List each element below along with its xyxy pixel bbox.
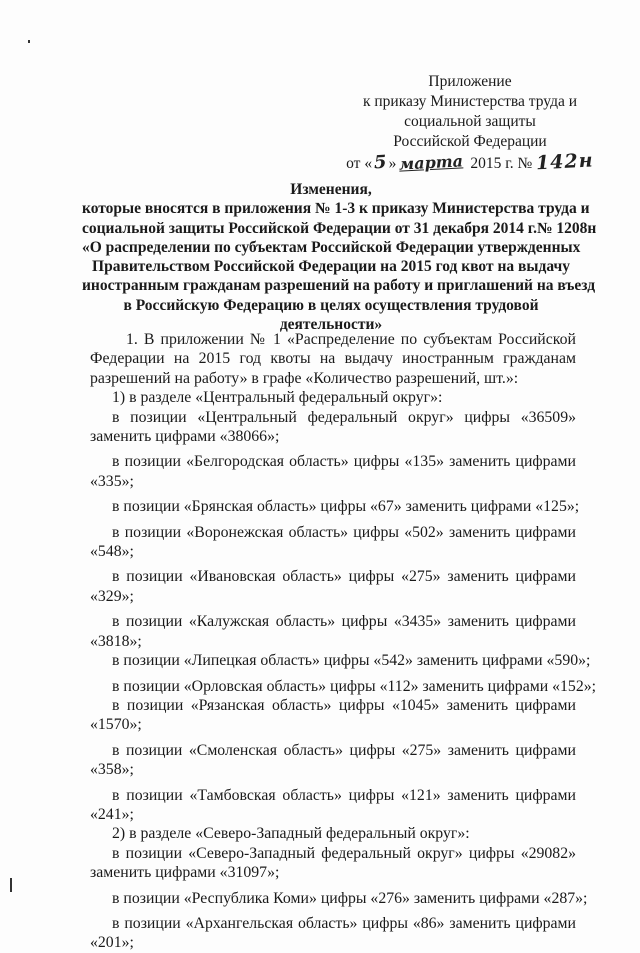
title-line: которые вносятся в приложения № 1-3 к приказу Министерства труда и	[82, 200, 590, 218]
title-line: Изменения,	[290, 181, 372, 198]
list-item: в позиции «Липецкая область» цифры «542» заменить цифрами «590»;	[112, 652, 591, 670]
date-prefix: от «	[346, 155, 373, 172]
section-heading: 2) в разделе «Северо-Западный федеральный округ»:	[112, 825, 470, 843]
list-item: в позиции «Воронежская область» цифры «502» заменить цифрами «548»;	[90, 523, 576, 561]
list-item: в позиции «Республика Коми» цифры «276» заменить цифрами «287»;	[112, 889, 588, 907]
title-line: деятельности»	[279, 316, 383, 334]
title-line: иностранным гражданам разрешений на работу и приглашений на въезд	[82, 277, 596, 295]
order-date-line	[340, 149, 600, 175]
approval-block	[340, 72, 600, 174]
date-year: 2015 г. №	[470, 155, 533, 172]
date-close-quote: »	[388, 155, 397, 172]
scan-speck	[28, 40, 30, 43]
list-item: в позиции «Смоленская область» цифры «275» заменить цифрами «358»;	[90, 741, 576, 779]
list-item: в позиции «Рязанская область» цифры «1045» заменить цифрами «1570»;	[90, 696, 576, 734]
document-title	[82, 180, 597, 334]
list-item: в позиции «Белгородская область» цифры «135» заменить цифрами «335»;	[90, 453, 576, 490]
appendix-ministry-line: социальной защиты	[404, 113, 536, 130]
appendix-order-line: к приказу Министерства труда и	[362, 93, 578, 110]
list-item: в позиции «Орловская область» цифры «112» заменить цифрами «152»;	[112, 677, 597, 695]
document-body	[90, 330, 597, 953]
title-line: социальной защиты Российской Федерации от 31 декабря 2014 г.№ 1208н	[82, 219, 597, 237]
handwritten-month: марта	[398, 151, 464, 174]
intro-paragraph: 1. В приложении № 1 «Распределение по субъектам Российской Федерации на 2015 год квоты на выдачу иностранным гражданам разрешений на работу» в графе «Количество разрешений, шт.»:	[90, 331, 576, 387]
handwritten-day: 5	[373, 151, 388, 174]
scan-edge-mark	[10, 878, 12, 892]
list-item: в позиции «Северо-Западный федеральный округ» цифры «29082» заменить цифрами «31097»;	[90, 844, 576, 882]
title-line: Правительством Российской Федерации на 2015 год квот на выдачу	[92, 258, 570, 276]
list-item: в позиции «Тамбовская область» цифры «121» заменить цифрами «241»;	[90, 786, 576, 823]
list-item: в позиции «Калужская область» цифры «3435» заменить цифрами «3818»;	[90, 613, 576, 650]
appendix-country-line: Российской Федерации	[393, 133, 547, 150]
title-line: в Российскую Федерацию в целях осуществления трудовой	[123, 296, 539, 314]
handwritten-order-number: 142н	[535, 149, 595, 175]
section-heading: 1) в разделе «Центральный федеральный округ»:	[112, 389, 443, 407]
list-item: в позиции «Архангельская область» цифры «86» заменить цифрами «201»;	[90, 914, 576, 952]
list-item: в позиции «Ивановская область» цифры «275» заменить цифрами «329»;	[90, 568, 576, 605]
title-line: «О распределении по субъектам Российской Федерации утвержденных	[82, 238, 581, 256]
list-item: в позиции «Брянская область» цифры «67» заменить цифрами «125»;	[112, 498, 580, 516]
appendix-label: Приложение	[428, 73, 512, 90]
list-item: в позиции «Центральный федеральный округ» цифры «36509» заменить цифрами «38066»;	[90, 408, 576, 446]
